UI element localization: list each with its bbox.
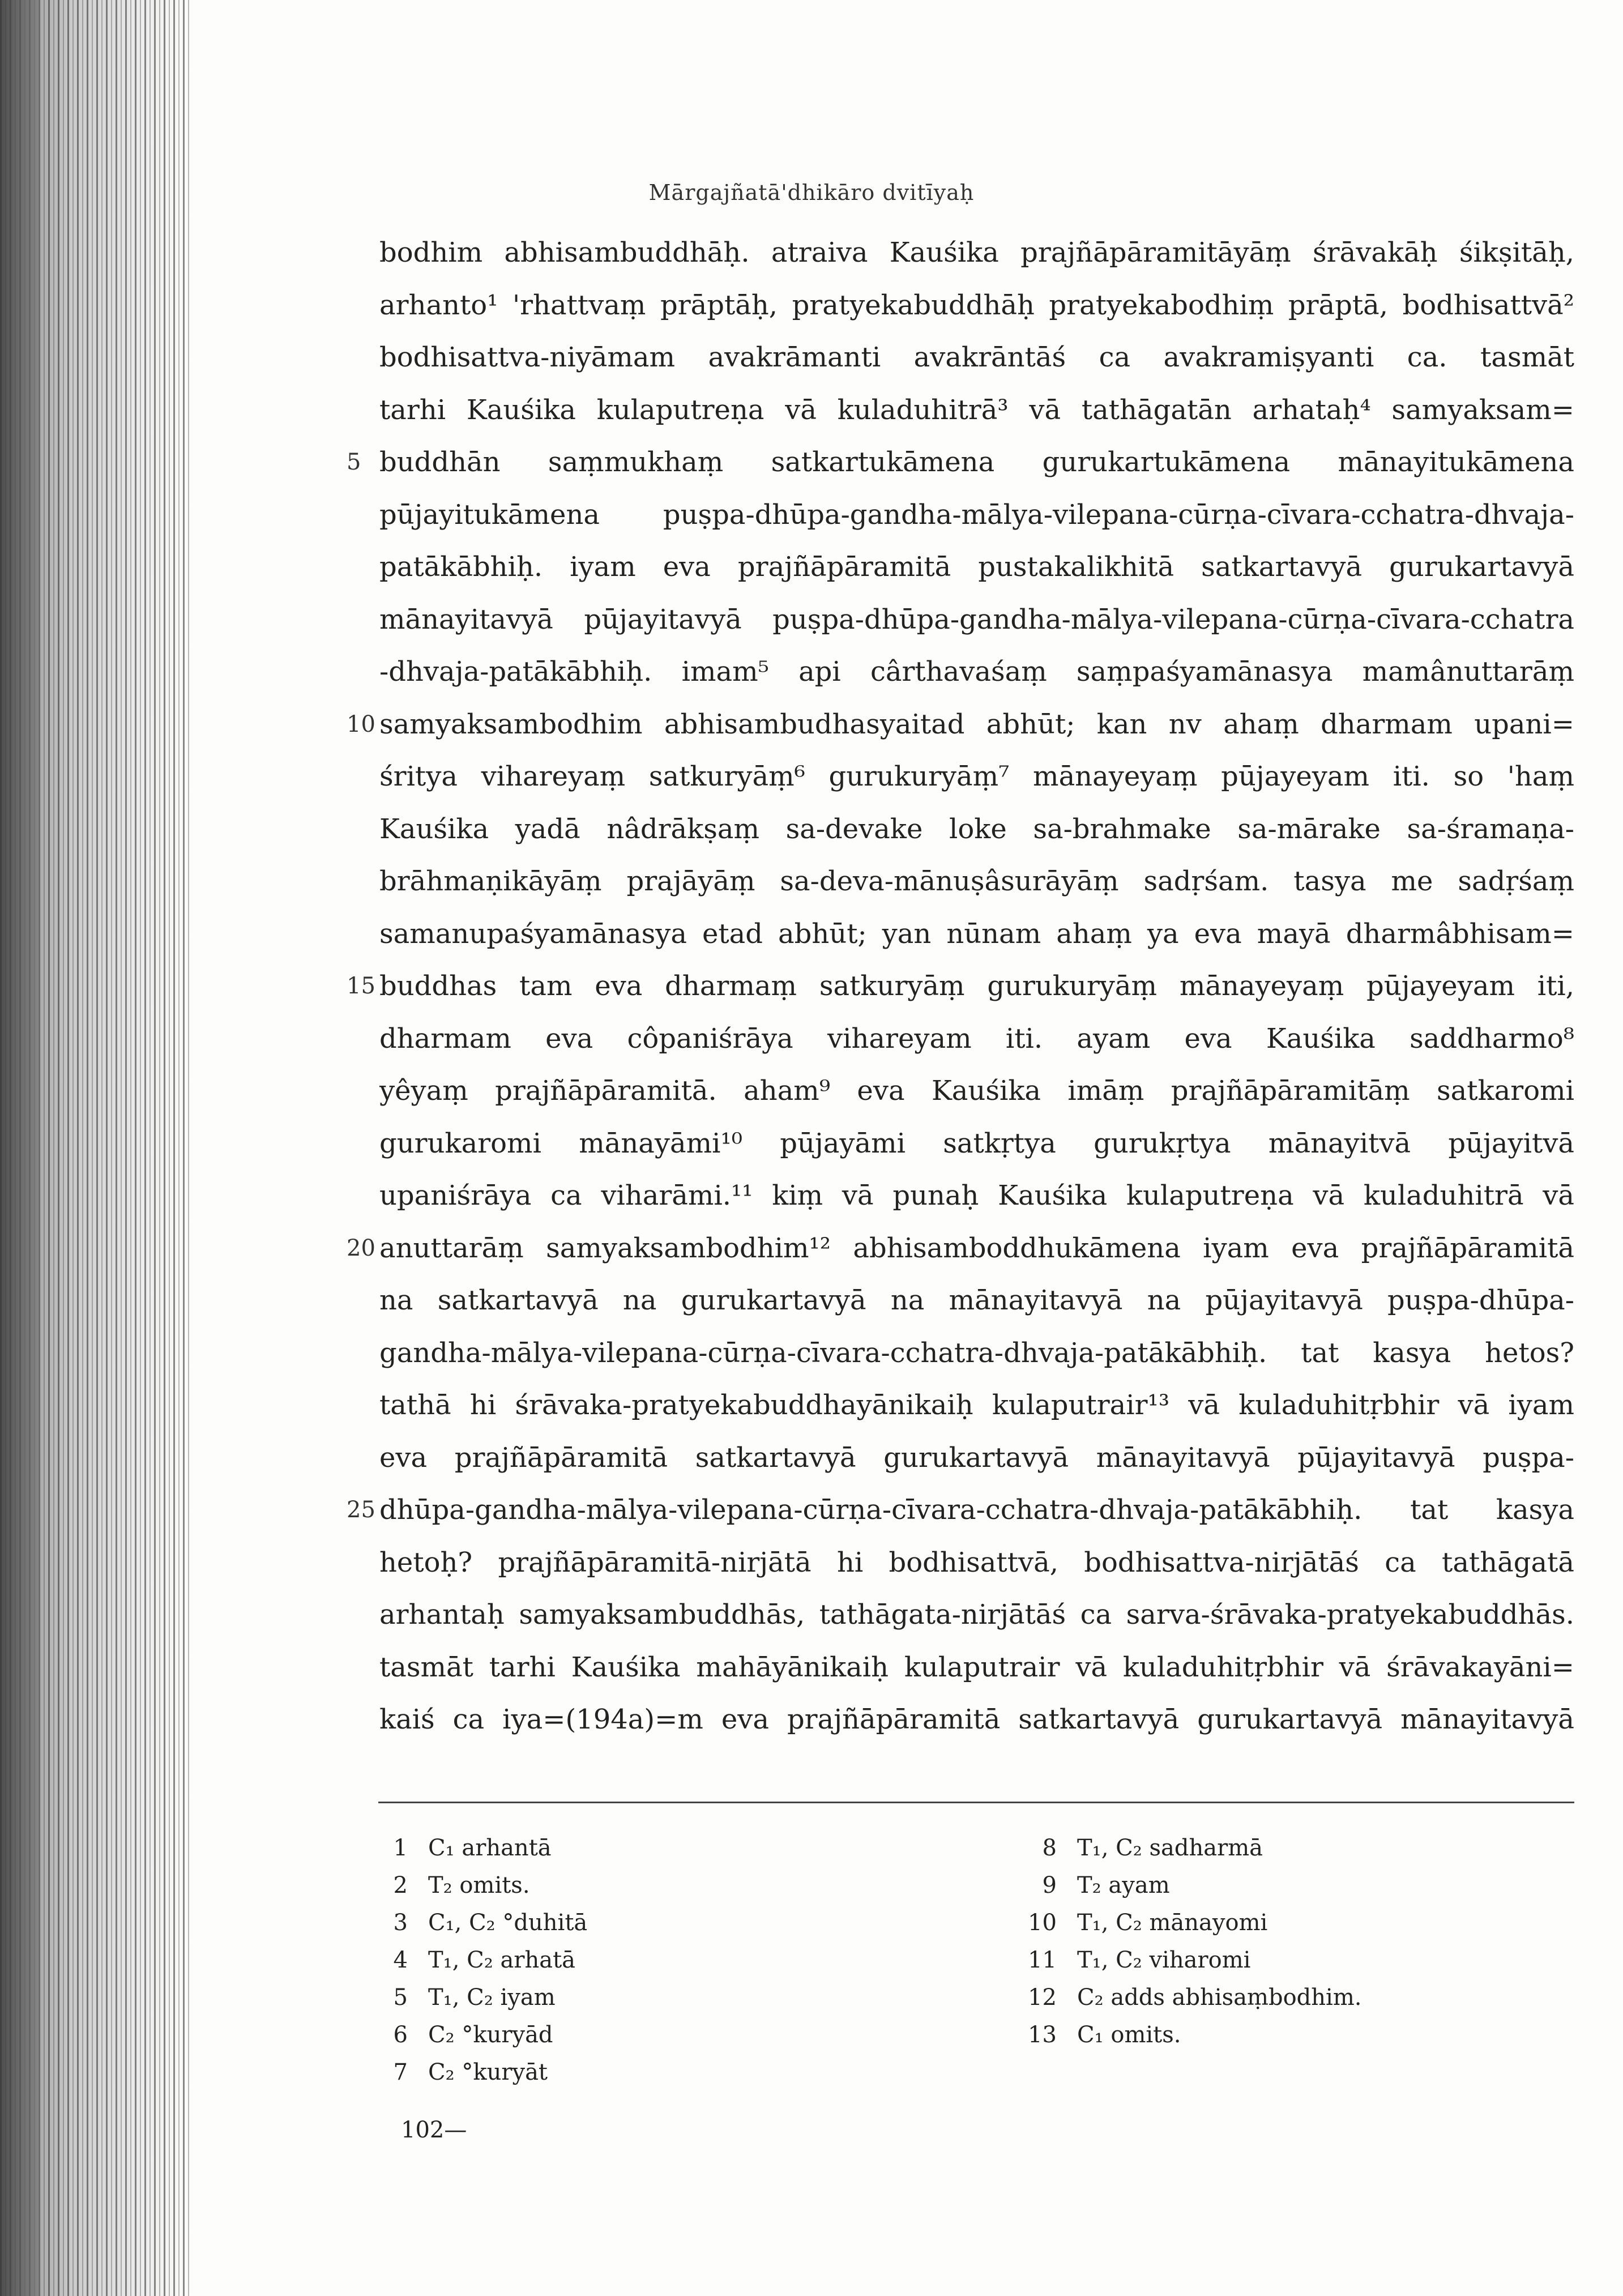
text-line: arhantaḥ samyaksambuddhās, tathāgata-nirjātāś ca sarva-śrāvaka-pratyekabuddhās. bbox=[379, 1599, 1574, 1631]
line-number: 5 bbox=[347, 449, 361, 475]
footnote-number: 10 bbox=[1028, 1910, 1057, 1936]
text-line: arhanto¹ 'rhattvaṃ prāptāḥ, pratyekabuddhāḥ pratyekabodhiṃ prāptā, bodhisattvā² bbox=[379, 289, 1574, 321]
footnote bbox=[374, 1904, 587, 1941]
footnote-text: C₁ arhantā bbox=[428, 1835, 552, 1861]
footnote bbox=[1023, 1867, 1170, 1904]
text-line: yêyaṃ prajñāpāramitā. aham⁹ eva Kauśika imāṃ prajñāpāramitāṃ satkaromi bbox=[379, 1075, 1574, 1107]
footnote-number: 5 bbox=[393, 1985, 408, 2011]
text-line: tasmāt tarhi Kauśika mahāyānikaiḥ kulaputrair vā kuladuhitṛbhir vā śrāvakayāni= bbox=[379, 1651, 1574, 1683]
footnote-number: 6 bbox=[393, 2022, 408, 2048]
footnote bbox=[374, 1941, 575, 1979]
footnote-number: 11 bbox=[1028, 1947, 1057, 1973]
footnote-number: 3 bbox=[393, 1910, 408, 1936]
text-line: hetoḥ? prajñāpāramitā-nirjātā hi bodhisattvā, bodhisattva-nirjātāś ca tathāgatā bbox=[379, 1546, 1574, 1578]
text-line: kaiś ca iya=(194a)=m eva prajñāpāramitā satkartavyā gurukartavyā mānayitavyā bbox=[379, 1704, 1574, 1735]
footnote-text: C₂ °kuryād bbox=[428, 2022, 553, 2048]
running-header: Mārgajñatā'dhikāro dvitīyaḥ bbox=[648, 180, 975, 205]
footnote bbox=[1023, 1904, 1267, 1941]
text-line: -dhvaja-patākābhiḥ. imam⁵ api cârthavaśaṃ saṃpaśyamānasya mamânuttarāṃ bbox=[379, 656, 1574, 688]
line-number: 20 bbox=[347, 1235, 375, 1261]
footnote bbox=[374, 2054, 548, 2091]
footnote-number: 12 bbox=[1028, 1985, 1057, 2011]
text-line: eva prajñāpāramitā satkartavyā gurukartavyā mānayitavyā pūjayitavyā puṣpa- bbox=[379, 1441, 1574, 1474]
footnote bbox=[1023, 2016, 1181, 2054]
footnote-text: T₁, C₂ sadharmā bbox=[1077, 1835, 1263, 1861]
footnote-text: T₂ omits. bbox=[428, 1872, 530, 1898]
text-line: buddhān saṃmukhaṃ satkartukāmena gurukartukāmena mānayitukāmena bbox=[379, 446, 1574, 478]
text-line: na satkartavyā na gurukartavyā na mānayitavyā na pūjayitavyā puṣpa-dhūpa- bbox=[379, 1284, 1574, 1316]
text-line: upaniśrāya ca viharāmi.¹¹ kiṃ vā punaḥ Kauśika kulaputreṇa vā kuladuhitrā vā bbox=[379, 1180, 1574, 1211]
footnote-rule bbox=[378, 1802, 1574, 1803]
footnote bbox=[374, 1979, 556, 2016]
footnote bbox=[1023, 1829, 1263, 1867]
book-spine-shadow bbox=[0, 0, 40, 2296]
text-line: pūjayitukāmena puṣpa-dhūpa-gandha-mālya-vilepana-cūrṇa-cīvara-cchatra-dhvaja- bbox=[379, 498, 1574, 531]
footnote-text: T₁, C₂ iyam bbox=[428, 1985, 556, 2011]
footnote-text: T₁, C₂ mānayomi bbox=[1077, 1910, 1268, 1936]
footnote-number: 13 bbox=[1028, 2022, 1057, 2048]
page-number: 102— bbox=[401, 2117, 467, 2143]
footnote-text: C₂ adds abhisaṃbodhim. bbox=[1077, 1985, 1362, 2011]
footnote bbox=[374, 2016, 553, 2054]
text-line: anuttarāṃ samyaksambodhim¹² abhisamboddhukāmena iyam eva prajñāpāramitā bbox=[379, 1232, 1574, 1264]
footnote-number: 2 bbox=[393, 1872, 408, 1898]
text-line: gandha-mālya-vilepana-cūrṇa-cīvara-cchatra-dhvaja-patākābhiḥ. tat kasya hetos? bbox=[379, 1337, 1574, 1369]
text-line: mānayitavyā pūjayitavyā puṣpa-dhūpa-gandha-mālya-vilepana-cūrṇa-cīvara-cchatra bbox=[379, 603, 1574, 635]
text-line: brāhmaṇikāyāṃ prajāyāṃ sa-deva-mānuṣâsurāyāṃ sadṛśam. tasya me sadṛśaṃ bbox=[379, 865, 1574, 897]
text-line: Kauśika yadā nâdrākṣaṃ sa-devake loke sa-brahmake sa-mārake sa-śramaṇa- bbox=[379, 813, 1574, 845]
text-line: bodhisattva-niyāmam avakrāmanti avakrāntāś ca avakramiṣyanti ca. tasmāt bbox=[379, 342, 1574, 373]
text-line: gurukaromi mānayāmi¹⁰ pūjayāmi satkṛtya gurukṛtya mānayitvā pūjayitvā bbox=[379, 1127, 1574, 1159]
footnote-number: 8 bbox=[1042, 1835, 1057, 1861]
footnote-text: C₁ omits. bbox=[1077, 2022, 1181, 2048]
footnote bbox=[374, 1829, 552, 1867]
line-number: 10 bbox=[347, 711, 375, 737]
footnote-text: C₁, C₂ °duhitā bbox=[428, 1910, 588, 1936]
footnote-text: T₂ ayam bbox=[1077, 1872, 1170, 1898]
text-line: patākābhiḥ. iyam eva prajñāpāramitā pustakalikhitā satkartavyā gurukartavyā bbox=[379, 551, 1574, 583]
text-line: śritya vihareyaṃ satkuryāṃ⁶ gurukuryāṃ⁷ mānayeyaṃ pūjayeyam iti. so 'haṃ bbox=[379, 761, 1574, 792]
text-line: samanupaśyamānasya etad abhūt; yan nūnam ahaṃ ya eva mayā dharmâbhisam= bbox=[379, 917, 1574, 950]
footnote bbox=[1023, 1941, 1250, 1979]
text-line: buddhas tam eva dharmaṃ satkuryāṃ gurukuryāṃ mānayeyaṃ pūjayeyam iti, bbox=[379, 970, 1574, 1002]
line-number: 25 bbox=[347, 1497, 375, 1523]
footnote-text: T₁, C₂ viharomi bbox=[1077, 1947, 1251, 1973]
line-number: 15 bbox=[347, 973, 375, 999]
footnote-number: 4 bbox=[393, 1947, 408, 1973]
text-line: bodhim abhisambuddhāḥ. atraiva Kauśika prajñāpāramitāyāṃ śrāvakāḥ śikṣitāḥ, bbox=[379, 237, 1574, 268]
text-line: dharmam eva côpaniśrāya vihareyam iti. ayam eva Kauśika saddharmo⁸ bbox=[379, 1022, 1574, 1055]
footnote-text: T₁, C₂ arhatā bbox=[428, 1947, 575, 1973]
footnote bbox=[374, 1867, 530, 1904]
text-line: tarhi Kauśika kulaputreṇa vā kuladuhitrā³ vā tathāgatān arhataḥ⁴ samyaksam= bbox=[379, 394, 1574, 426]
footnote-number: 1 bbox=[393, 1835, 408, 1861]
text-line: samyaksambodhim abhisambudhasyaitad abhūt; kan nv ahaṃ dharmam upani= bbox=[379, 708, 1574, 740]
footnote bbox=[1023, 1979, 1361, 2016]
footnote-text: C₂ °kuryāt bbox=[428, 2059, 548, 2085]
footnote-number: 9 bbox=[1042, 1872, 1057, 1898]
text-line: dhūpa-gandha-mālya-vilepana-cūrṇa-cīvara-cchatra-dhvaja-patākābhiḥ. tat kasya bbox=[379, 1494, 1574, 1526]
text-line: tathā hi śrāvaka-pratyekabuddhayānikaiḥ kulaputrair¹³ vā kuladuhitṛbhir vā iyam bbox=[379, 1389, 1574, 1421]
footnote-number: 7 bbox=[393, 2059, 408, 2085]
